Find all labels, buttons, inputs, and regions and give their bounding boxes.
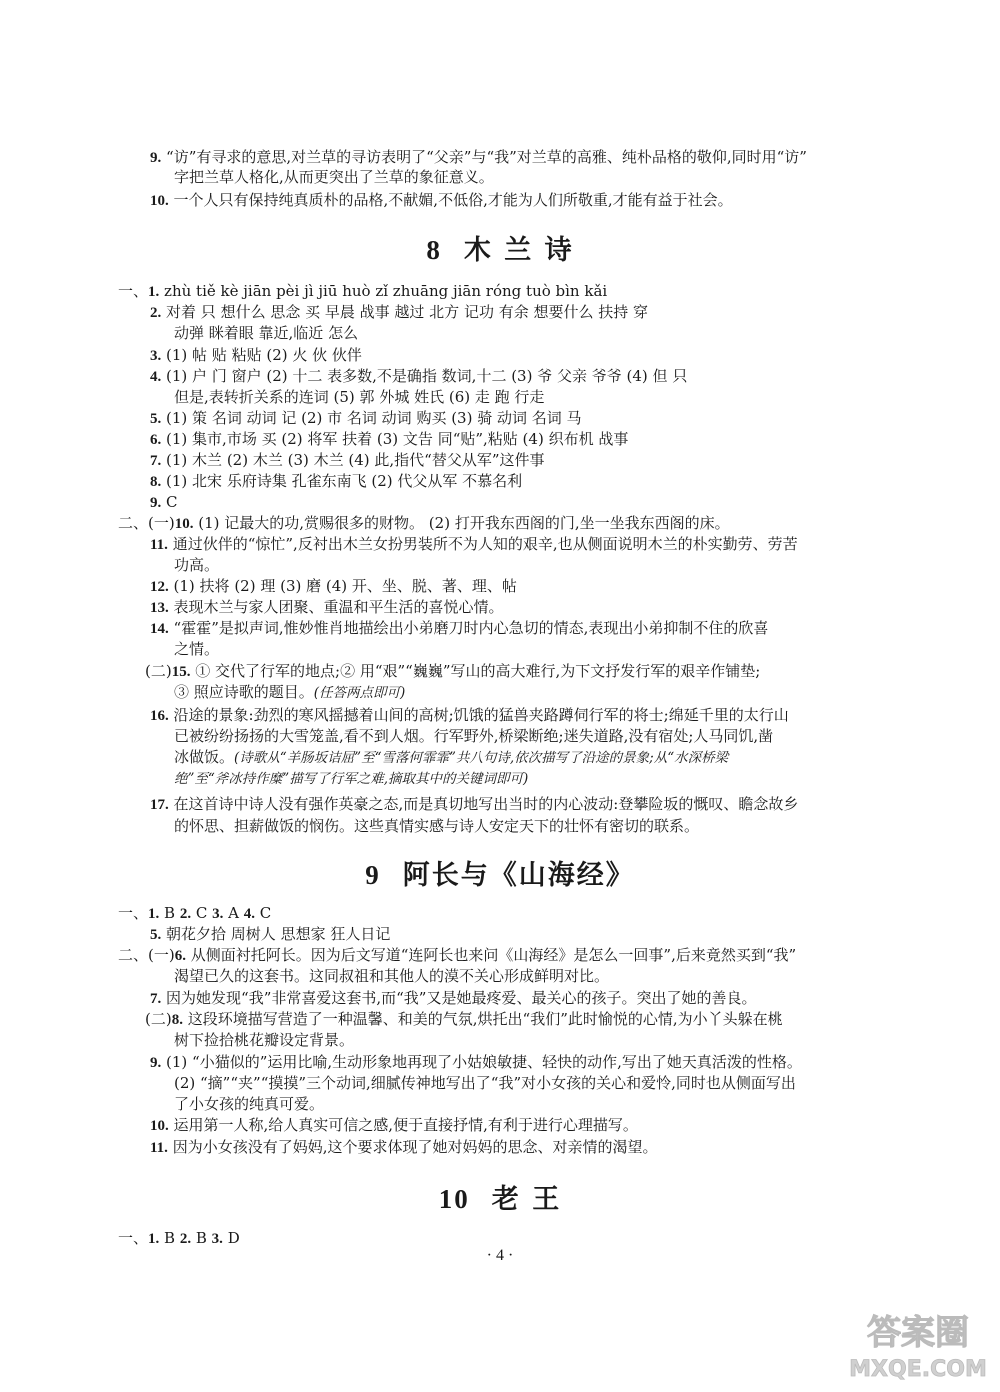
- answer-line: 16. 沿途的景象:劲烈的寒风摇撼着山间的高树;饥饿的猛兽夹路蹲伺行军的将士;绵延千里的太行山: [150, 706, 789, 724]
- answer-line: 但是,表转折关系的连词 (5) 郭 外城 姓氏 (6) 走 跑 行走: [174, 388, 545, 406]
- answer-line: 11. 因为小女孩没有了妈妈,这个要求体现了她对妈妈的思念、对亲情的渴望。: [150, 1138, 658, 1156]
- answer-line: (2) “摘”“夹”“摸摸”三个动词,细腻传神地写出了“我”对小女孩的关心和爱怜,同时也从侧面写出: [174, 1074, 796, 1092]
- answer-line: 9. “访”有寻求的意思,对兰草的寻访表明了“父亲”与“我”对兰草的高雅、纯朴品格的敬仰,同时用“访”: [150, 148, 807, 166]
- answer-line: (二)8. 这段环境描写营造了一种温馨、和美的气氛,烘托出“我们”此时愉悦的心情,为小丫头躲在桃: [145, 1010, 783, 1028]
- section-title: 9 阿长与《山海经》: [365, 860, 635, 891]
- answer-line: 17. 在这首诗中诗人没有强作英豪之态,而是真切地写出当时的内心波动:登攀险坂的慨叹、瞻念故乡: [150, 795, 799, 813]
- answer-line: 树下捡拾桃花瓣设定背景。: [174, 1031, 355, 1049]
- answer-line: 13. 表现木兰与家人团聚、重温和平生活的喜悦心情。: [150, 598, 504, 616]
- answer-line: 功高。: [174, 556, 220, 574]
- answer-line: 6. (1) 集市,市场 买 (2) 将军 扶着 (3) 文告 同“贴”,粘贴 (4) 织布机 战事: [150, 430, 629, 448]
- answer-line: 动弹 眯着眼 靠近,临近 怎么: [174, 324, 359, 342]
- section-title: 8 木 兰 诗: [426, 235, 574, 266]
- answer-line: 字把兰草人格化,从而更突出了兰草的象征意义。: [174, 168, 494, 186]
- answer-line: 8. (1) 北宋 乐府诗集 孔雀东南飞 (2) 代父从军 不慕名利: [150, 472, 523, 490]
- answer-line: 之情。: [174, 640, 220, 658]
- answer-line: 2. 对着 只 想什么 思念 买 早晨 战事 越过 北方 记功 有余 想要什么 扶持 穿: [150, 303, 649, 321]
- answer-line: 渴望已久的这套书。这同叔祖和其他人的漠不关心形成鲜明对比。: [174, 967, 610, 985]
- answer-line: 9. (1) “小猫似的”运用比喻,生动形象地再现了小姑娘敏捷、轻快的动作,写出了她天真活泼的性格。: [150, 1053, 802, 1071]
- answer-line: 11. 通过伙伴的“惊忙”,反衬出木兰女扮男装所不为人知的艰辛,也从侧面说明木兰的朴实勤劳、劳苦: [150, 535, 798, 553]
- section-title: 10 老 王: [438, 1184, 562, 1215]
- answer-line: (二)15. ① 交代了行军的地点;② 用“艰”“巍巍”写山的高大难行,为下文抒发行军的艰辛作铺垫;: [145, 662, 761, 680]
- answer-line: 5. 朝花夕拾 周树人 思想家 狂人日记: [150, 925, 391, 943]
- answer-line: 9. C: [150, 493, 178, 511]
- answer-line: 4. (1) 户 门 窗户 (2) 十二 表多数,不是确指 数词,十二 (3) 爷 父亲 爷爷 (4) 但 只: [150, 367, 688, 385]
- page-number: · 4 ·: [486, 1247, 514, 1264]
- answer-line: 7. 因为她发现“我”非常喜爱这套书,而“我”又是她最疼爱、最关心的孩子。突出了她的善良。: [150, 989, 757, 1007]
- answer-line: 12. (1) 扶将 (2) 理 (3) 磨 (4) 开、坐、脱、著、理、帖: [150, 577, 517, 595]
- answer-line: 7. (1) 木兰 (2) 木兰 (3) 木兰 (4) 此,指代“替父从军”这件事: [150, 451, 545, 469]
- answer-line: 5. (1) 策 名词 动词 记 (2) 市 名词 动词 购买 (3) 骑 动词 名词 马: [150, 409, 582, 427]
- answer-line: 一、1. B 2. B 3. D: [118, 1229, 240, 1247]
- answer-line: 的怀思、担薪做饭的悯伤。这些真情实感与诗人安定天下的壮怀有密切的联系。: [174, 817, 700, 835]
- svg-text:MXQE.COM: MXQE.COM: [849, 1357, 987, 1382]
- answer-line: 绝”至“斧冰持作糜”描写了行军之难,摘取其中的关键词即可): [174, 771, 529, 787]
- answer-line: 10. 一个人只有保持纯真质朴的品格,不献媚,不低俗,才能为人们所敬重,才能有益于社会。: [150, 191, 733, 209]
- answer-line: 10. 运用第一人称,给人真实可信之感,便于直接抒情,有利于进行心理描写。: [150, 1116, 638, 1134]
- answer-line: 14. “霍霍”是拟声词,惟妙惟肖地描绘出小弟磨刀时内心急切的情态,表现出小弟抑制不住的欣喜: [150, 619, 769, 637]
- answer-line: ③ 照应诗歌的题目。(任答两点即可): [174, 683, 406, 701]
- watermark-logo: [848, 1300, 988, 1384]
- answer-line: 已被纷纷扬扬的大雪笼盖,看不到人烟。行军野外,桥梁断绝;迷失道路,没有宿处;人马同饥,凿: [174, 727, 774, 745]
- answer-line: 3. (1) 帖 贴 粘贴 (2) 火 伙 伙伴: [150, 346, 362, 364]
- answer-line: 二、(一)6. 从侧面衬托阿长。因为后文写道“连阿长也来问《山海经》是怎么一回事”,后来竟然买到“我”: [118, 946, 797, 964]
- answer-line: 二、(一)10. (1) 记最大的功,赏赐很多的财物。 (2) 打开我东西阁的门,坐一坐我东西阁的床。: [118, 514, 730, 532]
- svg-text:答案圈: 答案圈: [867, 1313, 969, 1353]
- answer-line: 了小女孩的纯真可爱。: [174, 1095, 325, 1113]
- answer-line: 一、1. zhù tiě kè jiān pèi jì jiū huò zǐ zhuāng jiān róng tuò bìn kǎi: [118, 282, 608, 300]
- answer-line: 冰做饭。(诗歌从“羊肠坂诘屈”至“雪落何霏霏”共八句诗,依次描写了沿途的景象;从“水深桥梁: [174, 748, 729, 766]
- answer-line: 一、1. B 2. C 3. A 4. C: [118, 904, 272, 922]
